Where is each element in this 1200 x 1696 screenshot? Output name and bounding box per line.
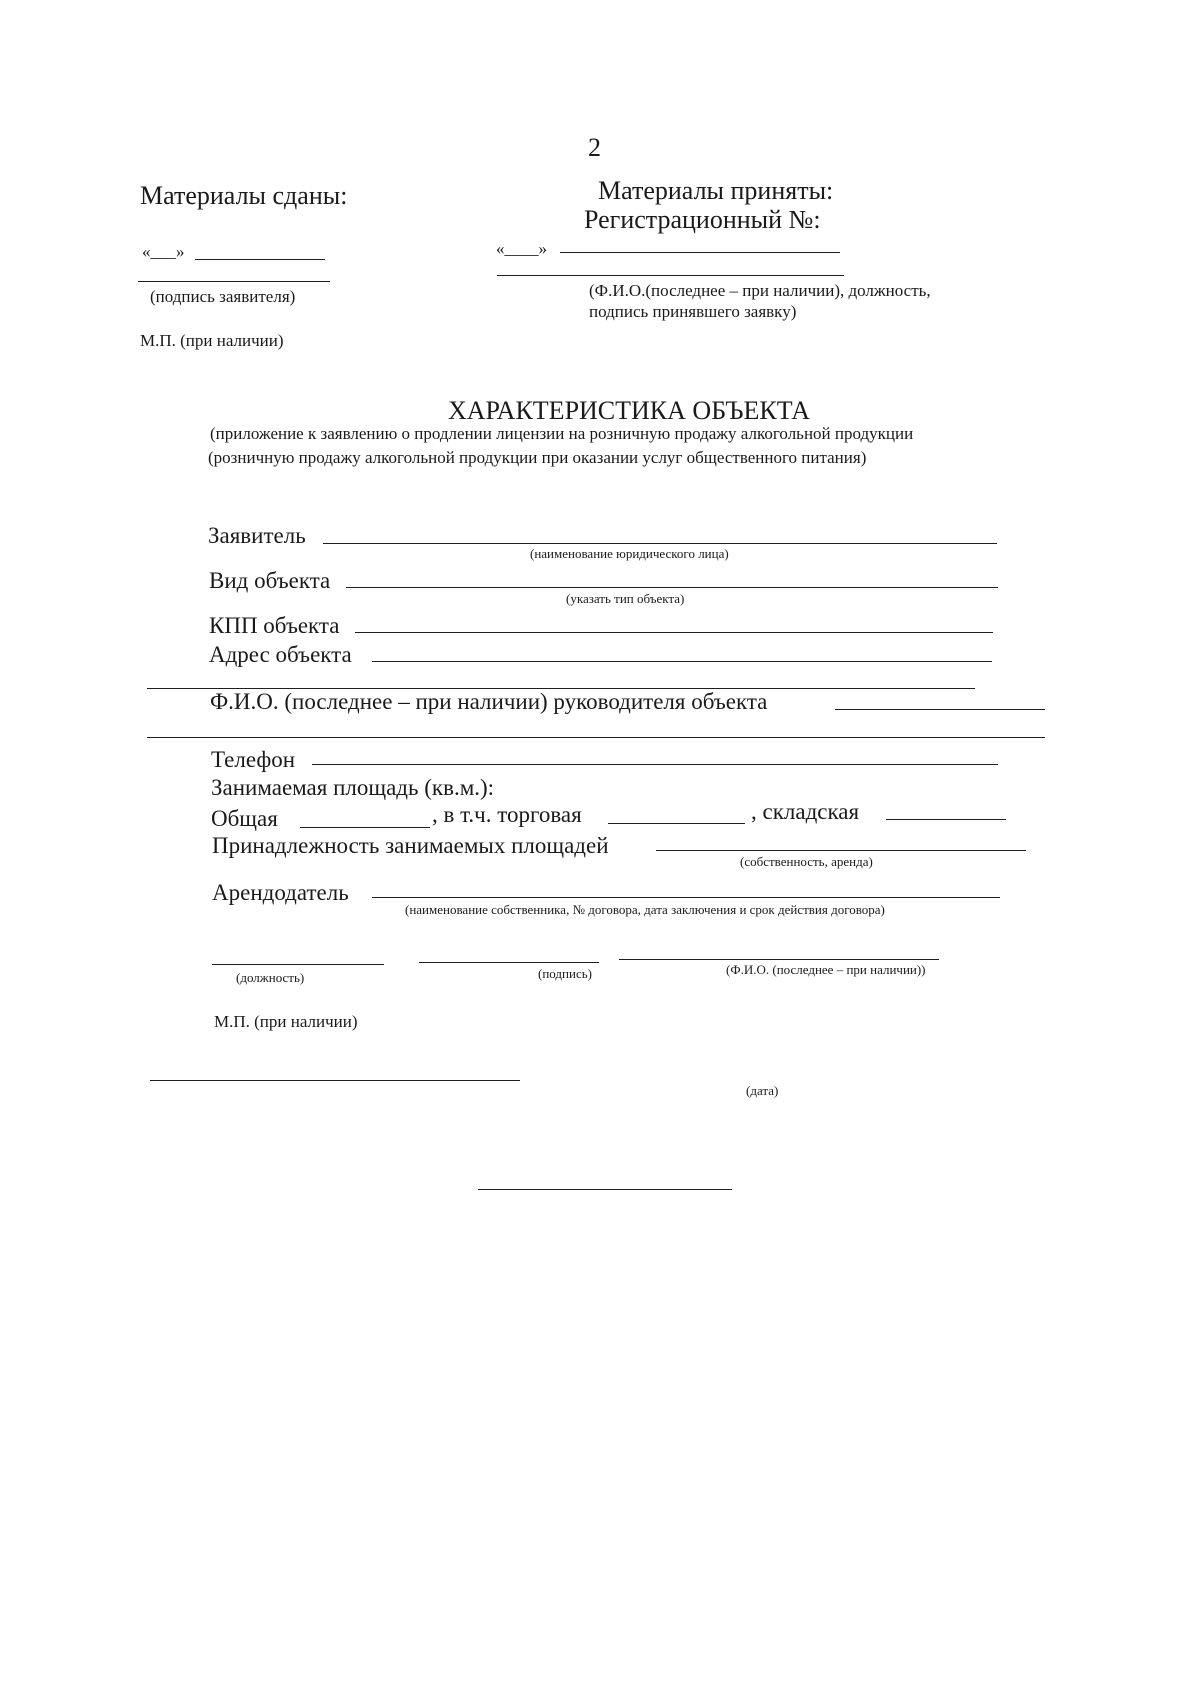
document-heading: ХАРАКТЕРИСТИКА ОБЪЕКТА (448, 396, 811, 425)
ownership-label: Принадлежность занимаемых площадей (212, 833, 609, 858)
total-area-label: Общая (211, 806, 278, 831)
total-area-input-line (300, 827, 430, 828)
closing-separator-line (478, 1189, 732, 1190)
applicant-hint: (наименование юридического лица) (530, 546, 729, 561)
materials-submitted-title: Материалы сданы: (140, 181, 348, 210)
address-input-line (372, 661, 992, 662)
date-line (150, 1080, 520, 1081)
manager-label: Ф.И.О. (последнее – при наличии) руководителя объекта (210, 689, 768, 714)
acceptor-signature-line (497, 275, 844, 276)
acceptor-caption-line1: (Ф.И.О.(последнее – при наличии), должность, (589, 281, 931, 300)
address-label: Адрес объекта (209, 642, 352, 667)
bottom-stamp-note: М.П. (при наличии) (214, 1012, 358, 1031)
left-stamp-note: М.П. (при наличии) (140, 331, 284, 350)
object-type-input-line (346, 587, 998, 588)
ownership-hint: (собственность, аренда) (740, 854, 873, 869)
acceptor-caption-line2: подпись принявшего заявку) (589, 302, 797, 321)
lessor-label: Арендодатель (212, 880, 349, 905)
phone-input-line (312, 764, 998, 765)
trade-area-label: , в т.ч. торговая (432, 802, 582, 827)
lessor-input-line (372, 897, 1000, 898)
phone-label: Телефон (211, 747, 296, 772)
position-signature-line (212, 964, 384, 965)
ownership-input-line (656, 850, 1026, 851)
submitted-date-line (195, 259, 325, 260)
accepted-date-quote: «____» (496, 239, 547, 258)
name-signature-line (619, 959, 939, 960)
trade-area-input-line (608, 823, 745, 824)
manager-continuation-line (147, 737, 1045, 738)
accepted-date-line (560, 252, 840, 253)
storage-area-label: , складская (751, 799, 860, 824)
applicant-signature-caption: (подпись заявителя) (150, 287, 296, 306)
heading-subtitle-line2: (розничную продажу алкогольной продукции при оказании услуг общественного питания) (208, 448, 867, 467)
kpp-input-line (355, 632, 993, 633)
object-type-label: Вид объекта (209, 568, 331, 593)
applicant-label: Заявитель (208, 523, 306, 548)
materials-accepted-title: Материалы приняты: (598, 176, 834, 205)
submitted-date-quote: «___» (142, 242, 185, 261)
signature-caption: (подпись) (538, 966, 592, 981)
area-label: Занимаемая площадь (кв.м.): (211, 775, 495, 800)
name-caption: (Ф.И.О. (последнее – при наличии)) (726, 962, 926, 977)
position-caption: (должность) (236, 970, 305, 985)
kpp-label: КПП объекта (209, 613, 340, 638)
object-type-hint: (указать тип объекта) (566, 591, 685, 606)
lessor-hint: (наименование собственника, № договора, дата заключения и срок действия договора) (405, 902, 885, 917)
applicant-input-line (323, 543, 997, 544)
signature-line (419, 962, 599, 963)
storage-area-input-line (886, 819, 1006, 820)
registration-number-label: Регистрационный №: (584, 205, 821, 234)
manager-input-line (835, 709, 1045, 710)
heading-subtitle-line1: (приложение к заявлению о продлении лицензии на розничную продажу алкогольной продукции (210, 424, 914, 443)
date-caption: (дата) (746, 1083, 779, 1098)
applicant-signature-line (138, 281, 330, 282)
page-number: 2 (588, 133, 601, 162)
